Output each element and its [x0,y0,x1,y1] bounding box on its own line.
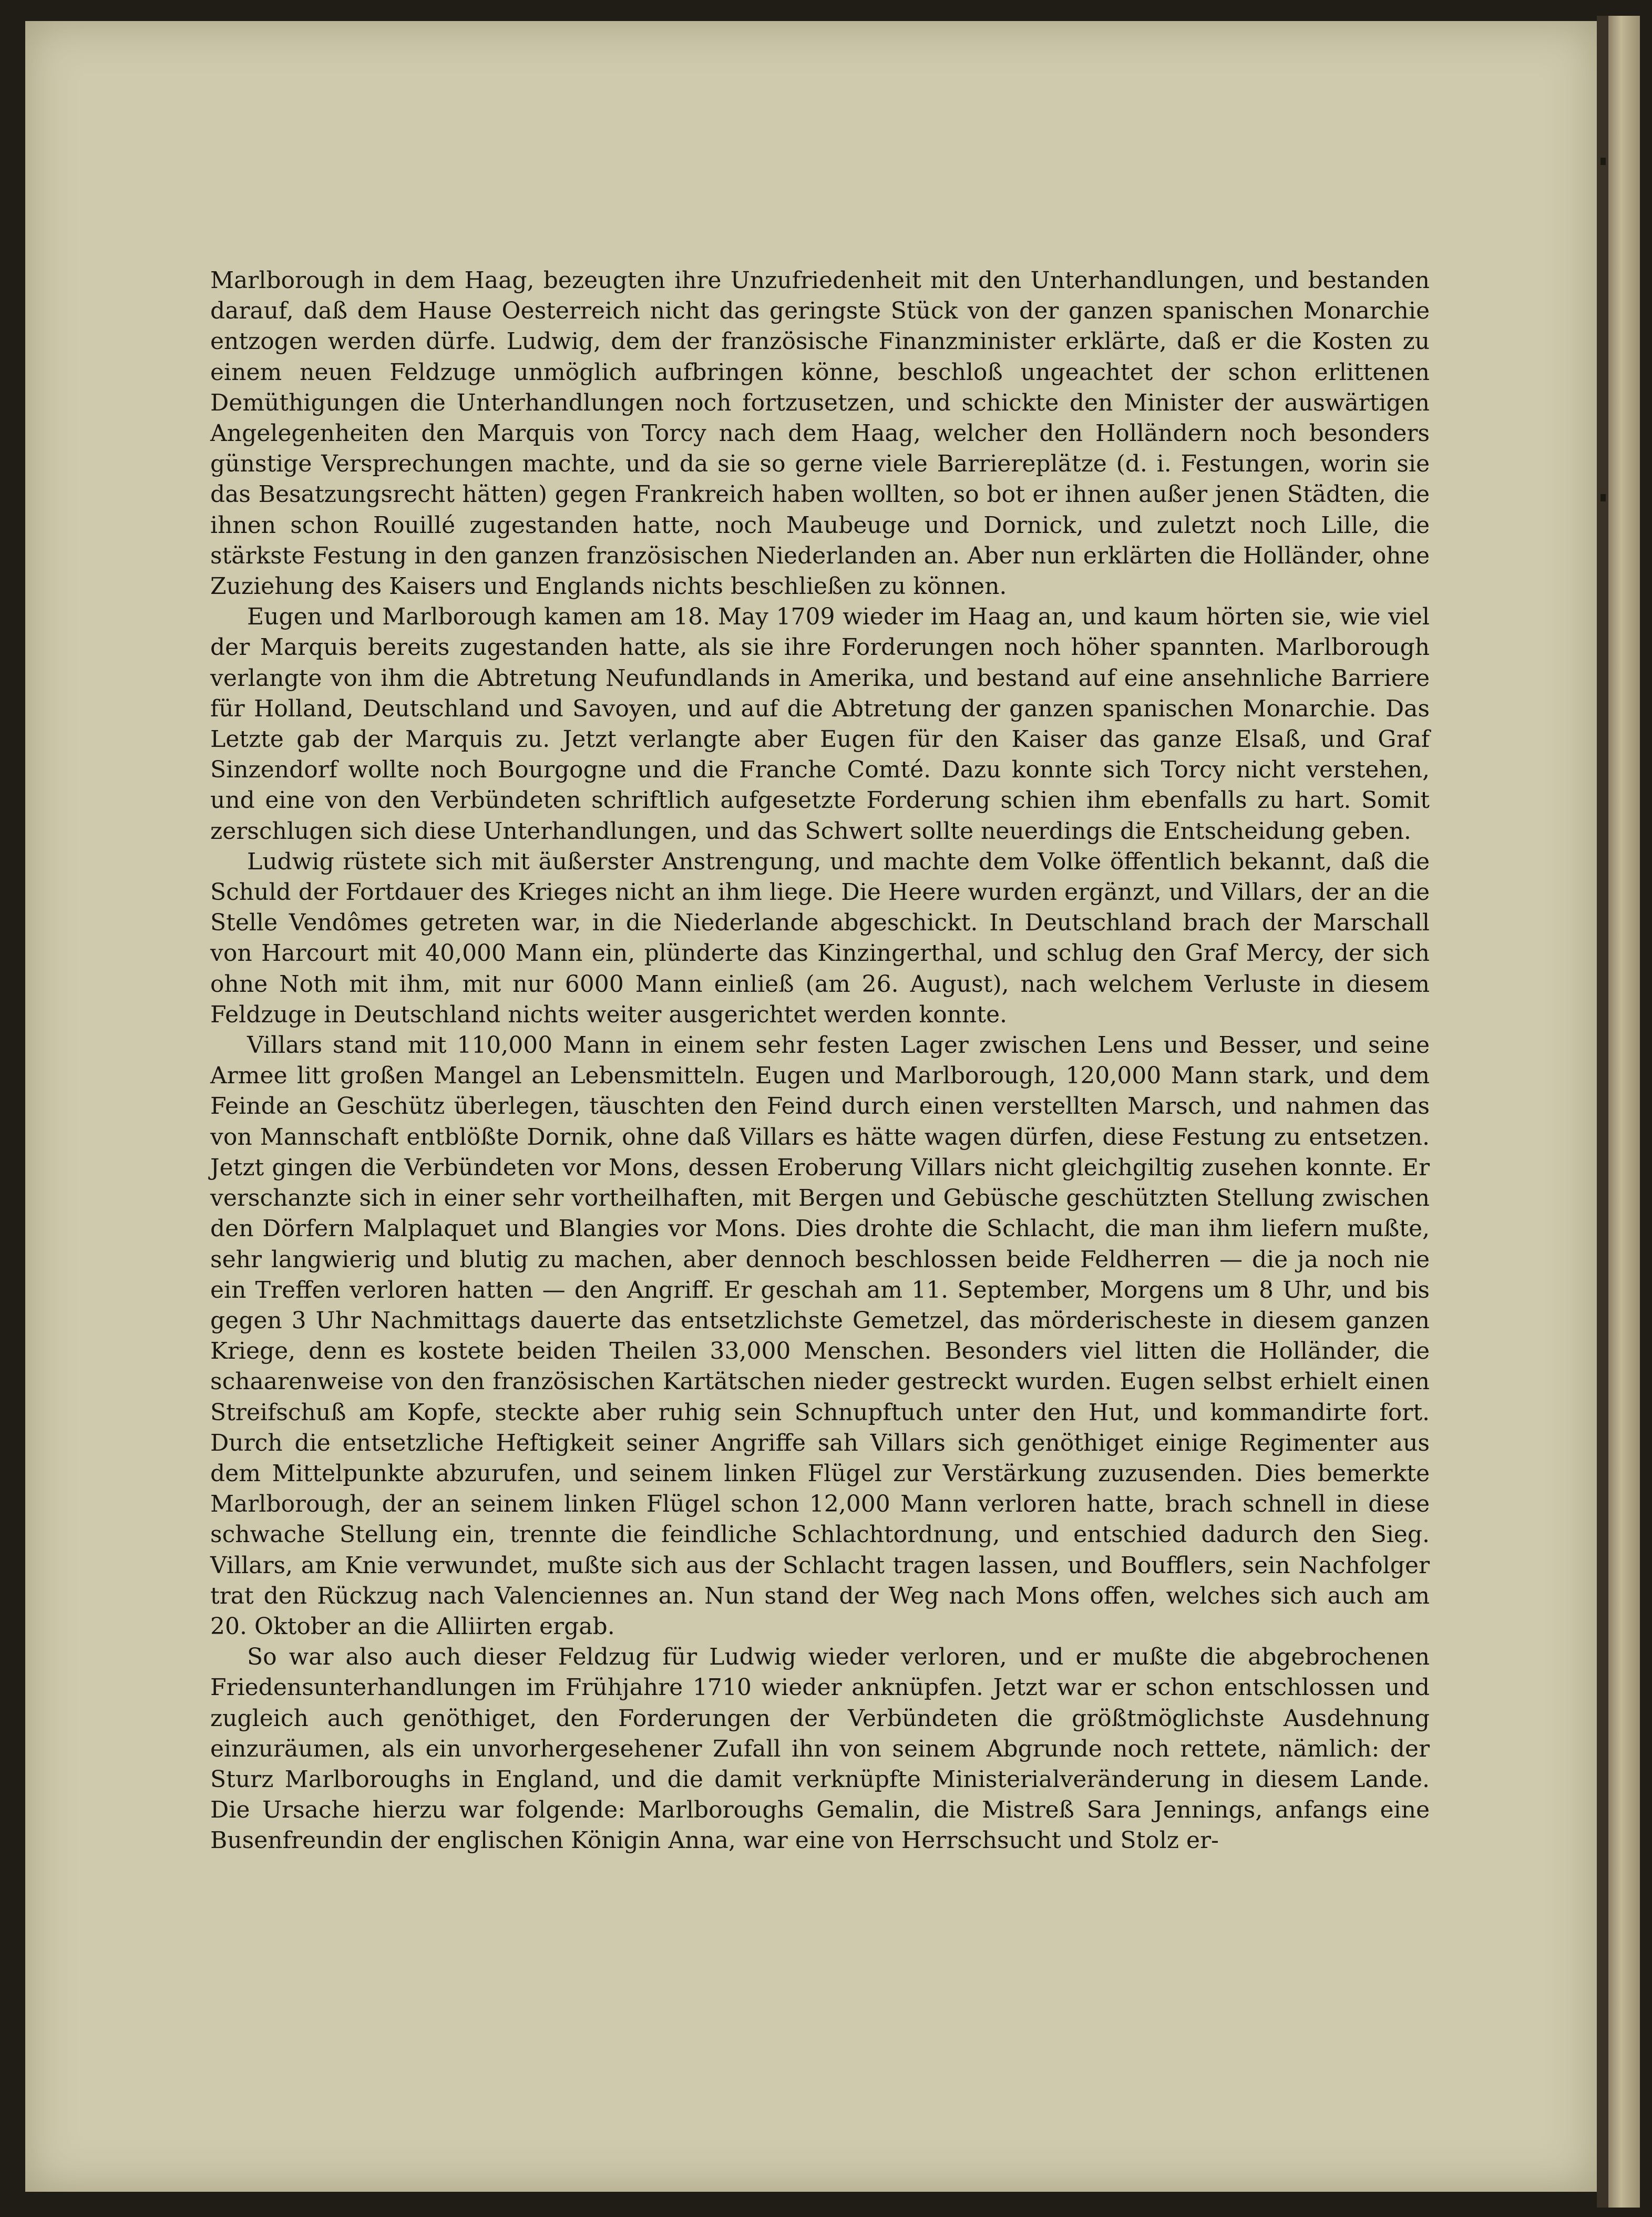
paragraph: Eugen und Marlborough kamen am 18. May 1709 wieder im Haag an, und kaum hörten sie, wie viel der Marquis bereits zugestanden hatte, als sie ihre Forderungen noch höher spannten. Marlborough verlangte von ihm die Abtretung Neufundlands in Amerika, und bestand auf eine ansehnliche Barriere für Holland, Deutschland und Savoyen, und auf die Abtretung der ganzen spanischen Monarchie. Das Letzte gab der Marquis zu. Jetzt verlangte aber Eugen für den Kaiser das ganze Elsaß, und Graf Sinzendorf wollte noch Bourgogne und die Franche Comté. Dazu konnte sich Torcy nicht verstehen, und eine von den Verbündeten schriftlich aufgesetzte Forderung schien ihm ebenfalls zu hart. Somit zerschlugen sich diese Unterhandlungen, und das Schwert sollte neuerdings die Entscheidung geben. [210,603,1430,845]
margin-mark [1600,494,1606,501]
body-text [210,265,1430,1856]
paragraph: Marlborough in dem Haag, bezeugten ihre Unzufriedenheit mit den Unterhandlungen, und bestanden darauf, daß dem Hause Oesterreich nicht das geringste Stück von der ganzen spanischen Monarchie entzogen werden dürfe. Ludwig, dem der französische Finanzminister erklärte, daß er die Kosten zu einem neuen Feldzuge unmöglich aufbringen könne, beschloß ungeachtet der schon erlittenen Demüthigungen die Unterhandlungen noch fortzusetzen, und schickte den Minister der auswärtigen Angelegenheiten den Marquis von Torcy nach dem Haag, welcher den Holländern noch besonders günstige Versprechungen machte, und da sie so gerne viele Barriereplätze (d. i. Festungen, worin sie das Besatzungsrecht hätten) gegen Frankreich haben wollten, so bot er ihnen außer jenen Städten, die ihnen schon Rouillé zugestanden hatte, noch Maubeuge und Dornick, und zuletzt noch Lille, die stärkste Festung in den ganzen französischen Niederlanden an. Aber nun erklärten die Holländer, ohne Zuziehung des Kaisers und Englands nichts beschließen zu können. [210,267,1430,600]
paragraph: So war also auch dieser Feldzug für Ludwig wieder verloren, und er mußte die abgebrochenen Friedensunterhandlungen im Frühjahre 1710 wieder anknüpfen. Jetzt war er schon entschlossen und zugleich auch genöthiget, den Forderungen der Verbündeten die größtmöglichste Ausdehnung einzuräumen, als ein unvorhergesehener Zufall ihn von seinem Abgrunde noch rettete, nämlich: der Sturz Marlboroughs in England, und die damit verknüpfte Ministerialveränderung in diesem Lande. Die Ursache hierzu war folgende: Marlboroughs Gemalin, die Mistreß Sara Jennings, anfangs eine Busenfreundin der englischen Königin Anna, war eine von Herrschsucht und Stolz er- [210,1644,1430,1854]
next-page-edge [1608,16,1640,2208]
paragraph: Villars stand mit 110,000 Mann in einem sehr festen Lager zwischen Lens und Besser, und seine Armee litt großen Mangel an Lebensmitteln. Eugen und Marlborough, 120,000 Mann stark, und dem Feinde an Geschütz überlegen, täuschten den Feind durch einen verstellten Marsch, und nahmen das von Mannschaft entblößte Dornik, ohne daß Villars es hätte wagen dürfen, diese Festung zu entsetzen. Jetzt gingen die Verbündeten vor Mons, dessen Eroberung Villars nicht gleichgiltig zusehen konnte. Er verschanzte sich in einer sehr vortheilhaften, mit Bergen und Gebüsche geschützten Stellung zwischen den Dörfern Malplaquet und Blangies vor Mons. Dies drohte die Schlacht, die man ihm liefern mußte, sehr langwierig und blutig zu machen, aber dennoch beschlossen beide Feldherren — die ja noch nie ein Treffen verloren hatten — den Angriff. Er geschah am 11. September, Morgens um 8 Uhr, und bis gegen 3 Uhr Nachmittags dauerte das entsetzlichste Gemetzel, das mörderischeste in diesem ganzen Kriege, denn es kostete beiden Theilen 33,000 Menschen. Besonders viel litten die Holländer, die schaarenweise von den französischen Kartätschen nieder gestreckt wurden. Eugen selbst erhielt einen Streifschuß am Kopfe, steckte aber ruhig sein Schnupftuch unter den Hut, und kommandirte fort. Durch die entsetzliche Heftigkeit seiner Angriffe sah Villars sich genöthiget einige Regimenter aus dem Mittelpunkte abzurufen, und seinem linken Flügel zur Verstärkung zuzusenden. Dies bemerkte Marlborough, der an seinem linken Flügel schon 12,000 Mann verloren hatte, brach schnell in diese schwache Stellung ein, trennte die feindliche Schlachtordnung, und entschied dadurch den Sieg. Villars, am Knie verwundet, mußte sich aus der Schlacht tragen lassen, und Boufflers, sein Nachfolger trat den Rückzug nach Valenciennes an. Nun stand der Weg nach Mons offen, welches sich auch am 20. Oktober an die Alliirten ergab. [210,1032,1430,1640]
page-gutter [1597,16,1608,2208]
margin-mark [1600,158,1606,165]
paragraph: Ludwig rüstete sich mit äußerster Anstrengung, und machte dem Volke öffentlich bekannt, daß die Schuld der Fortdauer des Krieges nicht an ihm liege. Die Heere wurden ergänzt, und Villars, der an die Stelle Vendômes getreten war, in die Niederlande abgeschickt. In Deutschland brach der Marschall von Harcourt mit 40,000 Mann ein, plünderte das Kinzingerthal, und schlug den Graf Mercy, der sich ohne Noth mit ihm, mit nur 6000 Mann einließ (am 26. August), nach welchem Verluste in diesem Feldzuge in Deutschland nichts weiter ausgerichtet werden konnte. [210,848,1430,1028]
